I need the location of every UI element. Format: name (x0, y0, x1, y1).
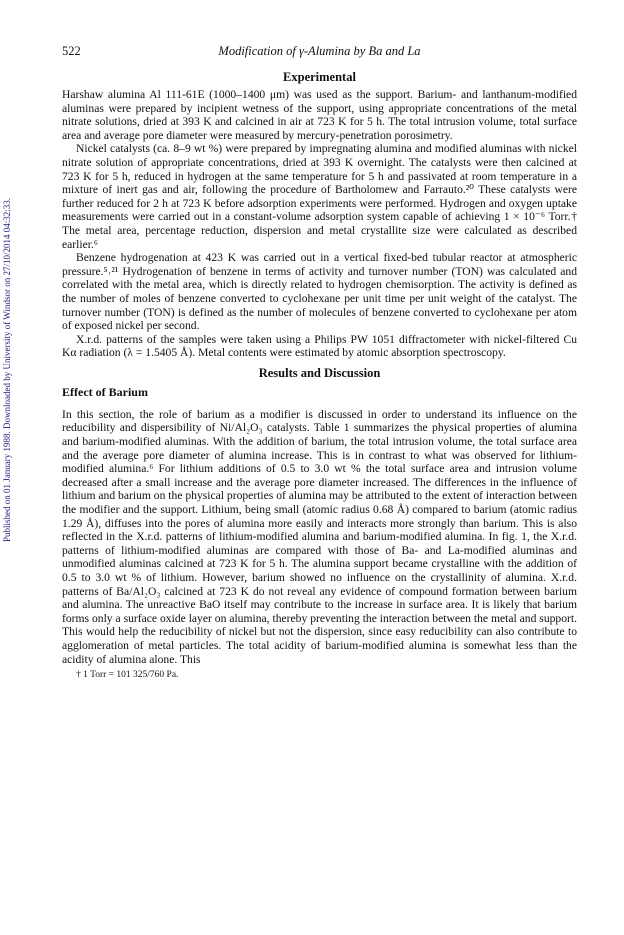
download-sidebar-note: Published on 01 January 1988. Downloaded by University of Windsor on 27/10/2014 04:32:33. (2, 198, 12, 542)
running-title: Modification of γ-Alumina by Ba and La (218, 44, 421, 58)
paragraph: Nickel catalysts (ca. 8–9 wt %) were prepared by impregnating alumina and modified aluminas with nickel nitrate solution of appropriate concentrations, dried at 393 K overnight. The catalysts were then calcined at 723 K for 5 h, reduced in hydrogen at the same temperature for 5 h and passivated at room temperature in a mixture of inert gas and air, following the procedure of Bartholomew and Farrauto.²⁰ These catalysts were further reduced for 2 h at 723 K before adsorption experiments were performed. Hydrogen and oxygen uptake measurements were carried out in a constant-volume adsorption system capable of achieving 1 × 10⁻⁶ Torr.† The metal area, percentage reduction, dispersion and metal crystallite size were calculated as described earlier.⁶ (62, 142, 577, 251)
paragraph: Harshaw alumina Al 111-61E (1000–1400 μm) was used as the support. Barium- and lanthanum-modified aluminas were prepared by incipient wetness of the support, using appropriate concentrations of the metal nitrate solutions, dried at 393 K and calcined in air at 723 K for 5 h. The total intrusion volume, total surface area and average pore diameter were measured by mercury-penetration porosimetry. (62, 88, 577, 142)
paragraph: In this section, the role of barium as a modifier is discussed in order to understand its influence on the reducibility and dispersibility of Ni/Al₂O₃ catalysts. Table 1 summarizes the physical properties of alumina and barium-modified aluminas. With the addition of barium, the total intrusion volume, the total surface area and the average pore diameter of alumina increase. This is in contrast to what was observed for lithium-modified alumina.⁶ For lithium additions of 0.5 to 3.0 wt % the total surface area and intrusion volume decreased after a small increase and the average pore diameter increased. The differences in the influence of lithium and barium on the physical properties of alumina may be attributed to the extent of interaction between the modifier and the support. Lithium, being small (atomic radius 0.68 Å) compared to barium (atomic radius 1.29 Å), diffuses into the pores of alumina more easily and interacts more strongly than barium. This is also reflected in the X.r.d. patterns of lithium-modified alumina and barium-modified alumina. In fig. 1, the X.r.d. patterns of lithium-modified aluminas are compared with those of Ba- and La-modified aluminas and unmodified aluminas calcined at 723 K for 5 h. The alumina support became crystalline with the addition of 0.5 to 3.0 wt % of lithium. However, barium showed no influence on the crystallinity of alumina. X.r.d. patterns of Ba/Al₂O₃ calcined at 723 K do not reveal any evidence of compound formation between barium and alumina. The unreactive BaO itself may contribute to the increase in surface area. It is likely that barium forms only a surface oxide layer on alumina, thereby preventing the interaction between the metal and support. This would help the reducibility of nickel but not the dispersion, since easy reducibility can also contribute to agglomeration of metal particles. The total acidity of barium-modified alumina is somewhat less than the acidity of alumina alone. This (62, 407, 577, 666)
paper-page (62, 44, 577, 680)
footnote: † 1 Torr = 101 325/760 Pa. (76, 670, 179, 681)
paragraph: X.r.d. patterns of the samples were taken using a Philips PW 1051 diffractometer with nickel-filtered Cu Kα radiation (λ = 1.5405 Å). Metal contents were estimated by atomic absorption spectroscopy. (62, 332, 577, 360)
results-heading: Results and Discussion (258, 365, 381, 380)
page-number: 522 (62, 44, 81, 58)
barium-subheading: Effect of Barium (62, 384, 148, 399)
paragraph: Benzene hydrogenation at 423 K was carried out in a vertical fixed-bed tubular reactor at atmospheric pressure.⁵˒²¹ Hydrogenation of benzene in terms of activity and turnover number (TON) was calculated and correlated with the metal area, which is directly related to hydrogen chemisorption. The activity is defined as the number of moles of benzene converted to cyclohexane per unit time per unit weight of the catalyst. The turnover number (TON) is defined as the number of molecules of benzene converted to cyclohexane per atom of exposed nickel per second. (62, 251, 577, 333)
page-header (62, 44, 577, 64)
experimental-heading: Experimental (283, 70, 356, 84)
